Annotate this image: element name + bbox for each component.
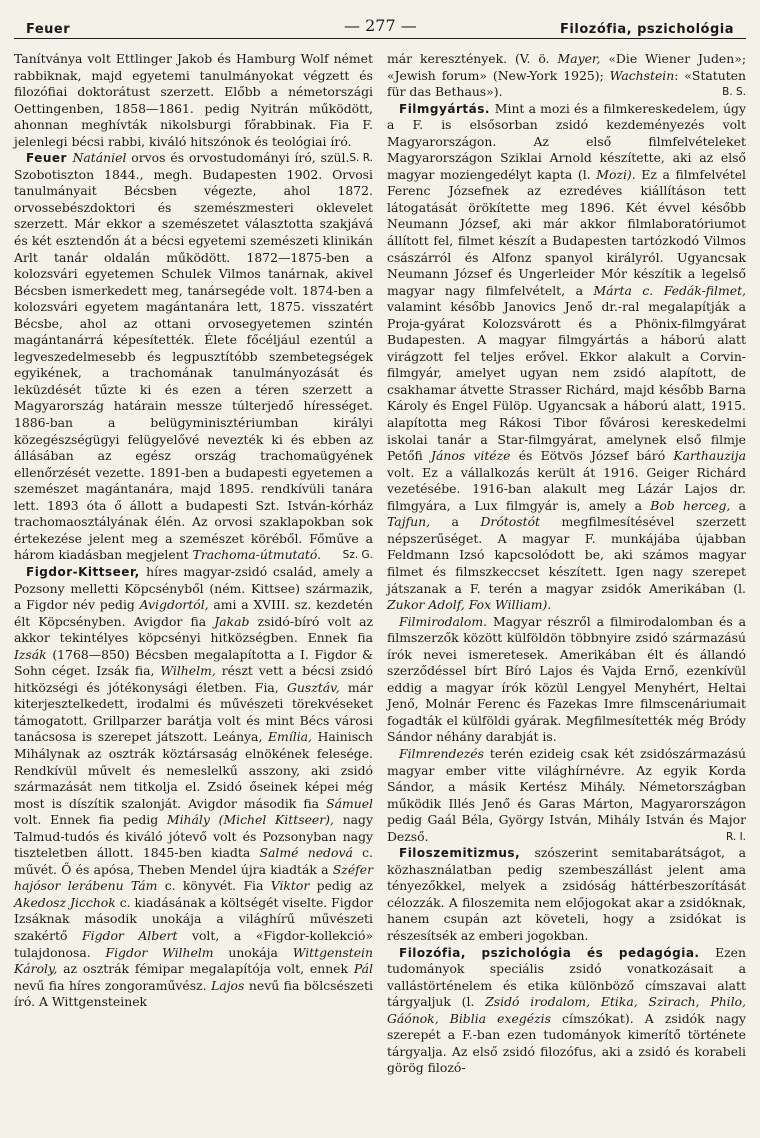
text-segment: megfilmesítésével szerzett népszerűséget. A magyar F. munkájába újabban Feldmann Izsó kapcsolódott be, aki számos magyar filmet és filmszkeccset készített. Igen nagy szerepet játszanak a F. terén a magyar zsidók Amerikában (l. — [387, 514, 746, 596]
italic-text: Lajos — [211, 977, 245, 993]
text-segment: a — [730, 497, 747, 513]
header-right-keyword: Filozófia, pszichológia — [560, 22, 734, 37]
entry-heading: Filoszemitizmus, — [399, 846, 535, 861]
text-segment: részt vett a bécsi zsidó hitközségi és jótékonysági életben. Fia, — [14, 663, 373, 695]
italic-text: Széfer hajósor lerábenu Tám — [14, 861, 373, 894]
text-segment: terén ezideig csak két zsidószármazású magyar ember vitte világhírnévre. Az egyik Korda Sándor, a másik Kertész Mihály. Németországban működik Illés Jenő és Garas Márton, Magyarországon pedig Gaál Béla, György István, Mihály István és Major Dezső. — [387, 745, 746, 844]
text-segment: Ezen tudományok speciális zsidó vonatkozásait a vallástörténelem és etika különböző címszavai alatt tárgyaljuk (l. — [387, 944, 746, 1010]
paragraph — [387, 51, 746, 101]
italic-text: Filmrendezés — [399, 745, 484, 761]
left-column — [14, 51, 373, 1077]
text-segment: volt, a «Figdor-kollekció» tulajdonosa. — [14, 927, 374, 960]
italic-text: Mihály (Michel Kittseer), — [166, 812, 334, 828]
text-segment: Magyar részről a filmirodalomban és a filmszerzők között külföldön többnyire zsidó származású írók nevei ismeretesek. Amerikában élt és állandó szerződéssel bírt Bíró Lajos és Vajda Ernő, ezenkívül eddig a magyar írók közül Lengyel Menyhért, Heltai Jenő, Molnár Ferenc és Fazekas Imre filmscenáriumait fogadták el külföldi gyárak. Megfilmesítették még Bródy Sándor néhány darabját is. — [387, 613, 746, 745]
text-segment: pedig az — [309, 878, 373, 894]
paragraph — [387, 746, 746, 845]
paragraph — [387, 845, 746, 944]
italic-text: Salmé nedová — [259, 845, 353, 861]
entry-heading: Feuer — [26, 151, 73, 166]
text-segment: Mint a mozi és a filmkereskedelem, úgy a F. is elsősorban zsidó kezdeményezés volt Magyarországon. Az első filmfelvételeket Magyarországon Sziklai Arnold készítette, aki az első magyar moziengedélyt kapta (l. — [387, 100, 746, 182]
text-columns — [14, 51, 746, 1077]
header-left-keyword: Feuer — [26, 22, 71, 37]
text-segment: volt. Ennek fia pedig — [14, 812, 167, 828]
paragraph — [387, 945, 746, 1077]
entry-heading: Figdor-Kittseer, — [26, 564, 147, 579]
italic-text: Trachoma-útmutató. — [192, 547, 322, 563]
text-segment: (1768—850) Bécsben megalapította a I. Figdor & Sohn céget. Izsák fia, — [14, 646, 373, 679]
italic-text: Mayer, — [557, 51, 601, 66]
italic-text: Figdor Albert — [82, 927, 178, 943]
italic-text: Viktor — [270, 878, 310, 894]
italic-text: János vitéze — [431, 448, 511, 464]
paragraph — [14, 564, 373, 1011]
italic-text: Bob herceg, — [650, 497, 731, 513]
paragraph — [387, 101, 746, 614]
text-segment: már kiterjesztelkedett, irodalmi és művészeti törekvéseket támogatott. Grillparzer barátja volt és mint Bécs városi tanácsosa is szerepet játszott. Leánya, — [14, 679, 373, 745]
italic-text: Zsidó irodalom, Etika, Szirach, Philo, Gáónok, Biblia exegézis — [387, 994, 746, 1026]
text-segment: már keresztények. (V. ö. — [387, 51, 558, 66]
text-segment: Tanítványa volt Ettlinger Jakob és Hamburg Wolf német rabbiknak, majd egyetemi tanulmányokat végzett és filozófiai doktorátust szerzett. Előbb a németországi Oettingenben, 1858—1861. pedig Nyitrán működött, ahonnan meghívták nikolsburgi főrabbinak. Fia F. jelenlegi bécsi rabbi, kiváló hitszónok és teológiai író. — [14, 51, 373, 149]
italic-text: Drótostót — [480, 514, 541, 530]
running-header — [14, 8, 746, 39]
italic-text: Márta c. Fedák-filmet, — [593, 282, 746, 298]
italic-text: Avigdortól, — [139, 597, 209, 613]
text-segment: : «Statuten für das Bethaus»). — [387, 67, 746, 100]
italic-text: Natániel — [72, 150, 127, 166]
italic-text: Wittgenstein Károly, — [14, 944, 373, 977]
italic-text: Wilhelm, — [160, 663, 216, 679]
right-column — [387, 51, 746, 1077]
italic-text: Filmirodalom. — [399, 613, 488, 629]
italic-text: Zukor Adolf, Fox William). — [387, 597, 552, 613]
paragraph — [14, 150, 373, 564]
text-segment: c. kiadásának a költségét viselte. Figdor Izsáknak második unokája a világhírű művészeti szakértő — [14, 894, 373, 943]
italic-text: Figdor Wilhelm — [105, 944, 214, 960]
text-segment: nevű fia bölcsészeti író. A Wittgensteinek — [14, 977, 373, 1010]
text-segment: c. könyvét. Fia — [157, 878, 271, 894]
text-segment: az osztrák fémipar megalapítója volt, ennek — [57, 961, 354, 977]
italic-text: Jakab — [214, 613, 250, 629]
italic-text: Tajfun, — [387, 514, 431, 530]
author-signature: B. S. — [722, 86, 746, 99]
author-signature: S. R. — [349, 152, 373, 165]
text-segment: nagy Talmud-tudós és kiváló jótevő volt és Pozsonyban nagy tiszteletben állott. 1845-ben kiadta — [14, 812, 373, 861]
author-signature: R. I. — [725, 830, 746, 843]
page-number: — 277 — — [344, 16, 417, 35]
text-segment: ami a XVIII. sz. kezdetén élt Köpcsényben. Avigdor fia — [14, 597, 373, 629]
text-segment: szószerint semitabarátságot, a közhasználatban pedig szembeszállást jelent ama tényezőkkel, melyek a zsidóság háttérbeszorítását célozzák. A filoszemita nem előjogokat akar a zsidóknak, hanem csupán azt követeli, hogy a zsidókat is részesítsék az emberi jogokban. — [387, 845, 747, 943]
text-segment: zsidó-bíró volt az akkor tekintélyes köpcsényi hitközségben. Ennek fia — [14, 613, 373, 646]
text-segment: híres magyar-zsidó család, amely a Pozsony melletti Köpcsényből (ném. Kittsee) származik, a Figdor név pedig — [14, 563, 373, 613]
italic-text: Pál — [353, 961, 373, 977]
italic-text: Gusztáv, — [287, 679, 340, 695]
text-segment: Ez a filmfelvétel Ferenc Józsefnek az ezredéves kiállításon tett látogatását örökítette meg 1896. Két évvel később Neumann József, aki már akkor filmlaboratóriumot állított fel, filmet készít a Budapesten tartózkodó Vilmos császárról és Alfonz spanyol királyról. Ugyancsak Neumann József és Ungerleider Mór készítik a legelső magyar nagy filmfelvételt, a — [387, 166, 746, 298]
italic-text: Sámuel — [326, 795, 373, 811]
italic-text: Karthauzija — [673, 448, 746, 464]
entry-heading: Filozófia, pszichológia és pedagógia. — [399, 945, 716, 960]
author-signature: Sz. G. — [342, 549, 373, 562]
text-segment: és Eötvös József báró — [510, 448, 674, 464]
text-segment: nevű fia híres zongoraművész. — [14, 977, 212, 993]
italic-text: Emília, — [267, 729, 312, 745]
italic-text: Wachstein — [609, 67, 675, 83]
text-segment: orvos és orvostudományi író, szül. Szobotiszton 1844., megh. Budapesten 1902. Orvosi tanulmányait Bécsben végezte, ahol 1872. orvossebészdoktori és szemészmesteri oklevelet szerzett. Már ekkor a szemészetet választotta szakjává és két esztendőn át a bécsi egyetemi szemészeti klinikán Arlt tanár oldalán működött. 1872—1875-ben a kolozsvári egyetemen Schulek Vilmos tanárnak, akivel Bécsben ismerkedett meg, tanársegéde volt. 1874-ben a kolozsvári egyetem magántanára lett, 1875. visszatért Bécsbe, ahol az ottani orvosegyetemen szintén magántanárrá képesítették. Élete főcéljául ezentúl a legveszedelmesebb és legpusztítóbb szembetegségek egyikének, a trachomának tanulmányozását és leküzdését tűzte ki és ezen a téren szerzett a Magyarország határain messze túlterjedő hírességet. 1886-ban a belügyminisztériumban királyi közegészségügyi felügyelővé nevezték ki és ebben az állásában az egész ország trachomaügyének ellenőrzését vezette. 1891-ben a budapesti egyetemen a szemészet magántanára, majd 1895. rendkívüli tanára lett. 1893 óta ő állott a budapesti Szt. István-kórház trachomaosztályának élén. Az orvosi szaklapokban sok értekezése jelent meg a szemészet köréből. Főműve a három kiadásban megjelent — [14, 150, 373, 563]
italic-text: Izsák — [14, 646, 47, 662]
paragraph — [387, 614, 746, 746]
italic-text: Mozi). — [596, 166, 636, 182]
text-segment: c. művét. Ő és apósa, Theben Mendel újra kiadták a — [14, 845, 373, 877]
text-segment: valamint később Janovics Jenő dr.-ral megalapítják a Proja-gyárat Kolozsvárott és a Phönix-filmgyárat Budapesten. A magyar filmgyártás a háború alatt virágzott fel teljes erővel. Ekkor alakult a Corvin-filmgyár, amelyet ugyan nem zsidó alapított, de csakhamar átvette Strasser Richárd, majd később Barna Károly és Engel Fülöp. Ugyancsak a háború alatt, 1915. alapította meg Rákosi Tibor fővárosi kereskedelmi iskolai tanár a Star-filmgyárat, amelynek első filmje Petőfi — [387, 299, 746, 464]
text-segment: «Die Wiener Juden»; «Jewish forum» (New-York 1925); — [387, 51, 746, 83]
text-segment: unokája — [213, 944, 293, 960]
entry-heading: Filmgyártás. — [399, 101, 495, 116]
text-segment: Hainisch Mihálynak az osztrák köztársaság elnökének felesége. Rendkívül művelt és nemeslelkű asszony, aki zsidó származását nem titkolja el. Zsidó őseinek képei még most is díszítik szalonját. Avigdor második fia — [14, 729, 373, 811]
italic-text: Akedosz Jicchok — [14, 894, 116, 910]
text-segment: volt. Ez a vállalkozás került át 1916. Geiger Richárd vezetésébe. 1916-ban alakult meg Lázár Lajos dr. filmgyára, a Lux filmgyár is, amely a — [387, 464, 746, 513]
text-segment: a — [430, 514, 481, 530]
text-segment: címszókat). A zsidók nagy szerepét a F.-ban ezen tudományok kimerítő története tárgyalja. Az első zsidó filozófus, aki a zsidó és korabeli görög filozó- — [387, 1010, 747, 1076]
